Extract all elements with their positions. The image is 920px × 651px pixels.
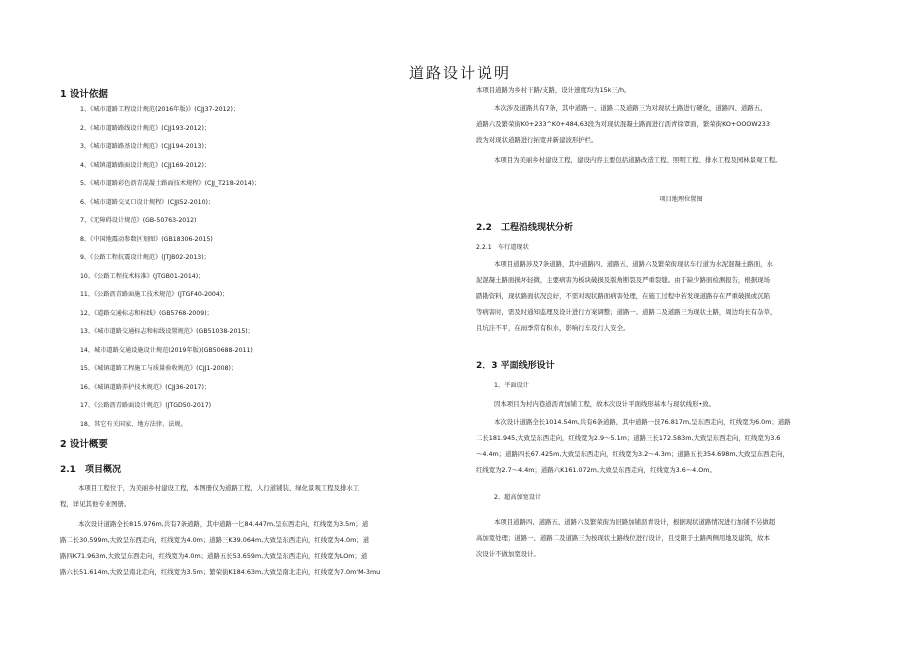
reference-item: 4、《城镇道路路面设计规范》(CJJ169-2012)；: [80, 161, 211, 169]
paragraph-superelevation: [476, 514, 886, 562]
text-line: 因本项目为村内巷道沥青加铺工程，故本次设计平面线形基本与现状线形•致。: [494, 400, 716, 408]
text-line: 本次设计道路全长815.976m,共有7条道路，其中道路一匕84.447m,呈东西走向，红线宽为3.5m；道: [78, 520, 369, 528]
text-line: ～4.4m；道路四长67.425m,大致呈东西走向，红线宽为3.2～4.3m；道路五长354.698m,大致呈东西走向，: [476, 450, 789, 458]
text-line: 踏勘资料，现状路面状况良好，不需对现状路面病害处理，在施工过程中若发现道路存在严重破损或沉陷: [476, 292, 770, 300]
text-line: 等病害时，需及时通知监理及设计进行方案调整；道路一、道路二及道路三为现状土路，周边均长有杂草，: [476, 308, 777, 316]
text-line: 且坑洼不平，在雨季常有积水，影响行车及行人安全。: [476, 324, 630, 332]
paragraph-road-class: [476, 82, 886, 98]
paragraph-project-location: [60, 480, 460, 512]
reference-item: 2、《城市道路路线设计规范》(CJJ193-2012)；: [80, 124, 211, 132]
text-line: 路六长51.614m,大致呈南北走向，红线宽为3.5m；繁荣街K184.63m,大致呈南北走向，红线宽为7.0m'M-3mu: [60, 568, 381, 576]
subsection-heading-current-status: 2.2 工程沿线现状分析: [476, 223, 573, 233]
text-line: 道路六及繁荣街K0+233^K0+484,63段为对现状混凝土路面进行沥青徐罩面，繁荣街KO+OOOW233: [476, 120, 770, 128]
subsection-heading-project-overview: 2.1 项目概况: [60, 465, 121, 475]
text-line: 本次设计道路全长1014.54m,共有6条道路，其中道路一艮76.817m,呈东西走向，红线宽为6.0m；道路: [494, 418, 791, 426]
reference-item: 9、《公路工程抗震设计规范》(JTJB02-2013)；: [80, 254, 210, 261]
text-line: 本次涉及道路共有7条，其中道路一、道路二及道路三为对现状土路进行硬化，道路四、道路五、: [494, 104, 767, 112]
text-line: 程，详见其他专业图册。: [60, 500, 131, 508]
paragraph-road-scope: [476, 100, 886, 148]
reference-item: 8、《中国地震动参数区划图》(GB18306-2015): [80, 235, 213, 243]
section-heading-design-basis: 1 设计依据: [60, 89, 108, 100]
reference-item: 11、《公路沥青路面施工技术规范》(JTGF40-2004)；: [80, 291, 229, 298]
text-line: 红线宽为2.7～4.4m；道路六K161.072m,大致呈东西走向，红线宽为3.6～4.Om。: [476, 466, 716, 474]
text-line: 本项目工程位于，为美丽乡村建设工程，本图册仅为道路工程，人行道铺装、绿化景观工程及排水工: [78, 484, 360, 492]
text-line: 本项目道路为乡村干路/支路，设计速度均为15k三/h。: [476, 86, 631, 94]
text-line: 次设计不做加宽设计。: [476, 550, 540, 558]
reference-item: 12、《道路交通标志和标线》(GB5768-2009)；: [80, 309, 213, 317]
paragraph-project-content: [476, 152, 886, 168]
paragraph-carriageway-status: [476, 256, 886, 336]
page-title: 道路设计说明: [408, 64, 511, 82]
text-line: 高加宽处理；道路一、道路二及道路三为按现状土路线位进行设计，且受限于土路两侧用地及建筑，故本: [476, 534, 770, 542]
text-line: 本项目为美丽乡村建设工程，建设内容主要包括道路改造工程、照明工程、排水工程及园林景观工程。: [494, 156, 782, 164]
figure-caption: 项目地理位置图: [659, 196, 703, 203]
text-line: 本项目道路涉及7条道路，其中道路四、道路五、道路六及繁荣街现状车行道为水泥混凝土路面，水: [494, 260, 773, 268]
reference-item: 7、《无障碍设计规范》(GB-50763-2012): [80, 217, 197, 224]
reference-item: 15、《城镇道路工程施工与质量验收规范》(CJJ1-2008)；: [80, 365, 238, 372]
text-line: 本项目道路四、道路五、道路六及繁荣街为旧路加铺沥青设计，根据现状道路情况进行加铺不另做超: [494, 518, 776, 526]
item-plane-design: 1、平面设计: [494, 382, 529, 389]
reference-item: 17、《公路沥青路面设计规范》(JTGD50-2017): [80, 402, 212, 409]
text-line: 路四K71.963m,大致呈东西走向，红线宽为4.0m；道路五长53.659m,大致呈东西走向，红线宽为LOm；道: [60, 552, 368, 560]
text-line: 路二长30.599m,大致呈东西走向，红线宽为4.0m；道路三K39.064m,大致呈东西走向，红线宽为4.0m；道: [60, 536, 370, 544]
reference-item: 6、《城市道路交叉口设计规程》(CJJI52-2010)；: [80, 198, 215, 206]
reference-item: 3、《城市道路路基设计规范》(CJJ194-2013)；: [80, 143, 211, 150]
reference-item: 1、《城市道路工程设计规范(2016年版)》(CJJ37-2012)；: [80, 106, 240, 113]
reference-item: 18、其它有关国家、地方法律、法规。: [80, 420, 187, 428]
subsection-heading-carriageway: 2.2.1 车行道现状: [476, 244, 529, 251]
reference-item: 10、《公路工程技术标准》(JTGB01-2014)；: [80, 272, 205, 280]
reference-item: 13、《城市道路交通标志和标线设置规范》(GB51038-2015)；: [80, 328, 254, 335]
text-line: 泥混凝土路面损坏轻微，主要病害为板块破损及版角断裂及严重裂缝。由于缺少路面检测报告，根据现场: [476, 276, 770, 284]
paragraph-road-lengths: [60, 516, 460, 580]
text-line: 二长181.945,大致呈东西走向，红线宽为2.9～5.1m；道路三长172.583m,大致呈东西走向，红线宽为3.6: [476, 434, 781, 442]
item-superelevation: 2、超高加宽设计: [494, 494, 542, 501]
paragraph-alignment-basis: [476, 396, 886, 412]
reference-item: 5、《城市道路彩色沥青混凝土路面技术规程》(CJJ_T218-2014)；: [80, 180, 261, 187]
text-line: 段为对现状道路进行拓宽并新建波形护栏。: [476, 136, 598, 144]
reference-item: 16、《城镇道路养护技术规范》(CJJ36-2017)；: [80, 383, 211, 391]
reference-item: 14、城市道路交通设施设计规范(2019年版)(GB50688-2011): [80, 346, 253, 354]
paragraph-alignment-roads: [476, 414, 886, 478]
subsection-heading-alignment: 2．3 平面线形设计: [476, 361, 555, 371]
section-heading-design-overview: 2 设计概要: [60, 439, 108, 450]
